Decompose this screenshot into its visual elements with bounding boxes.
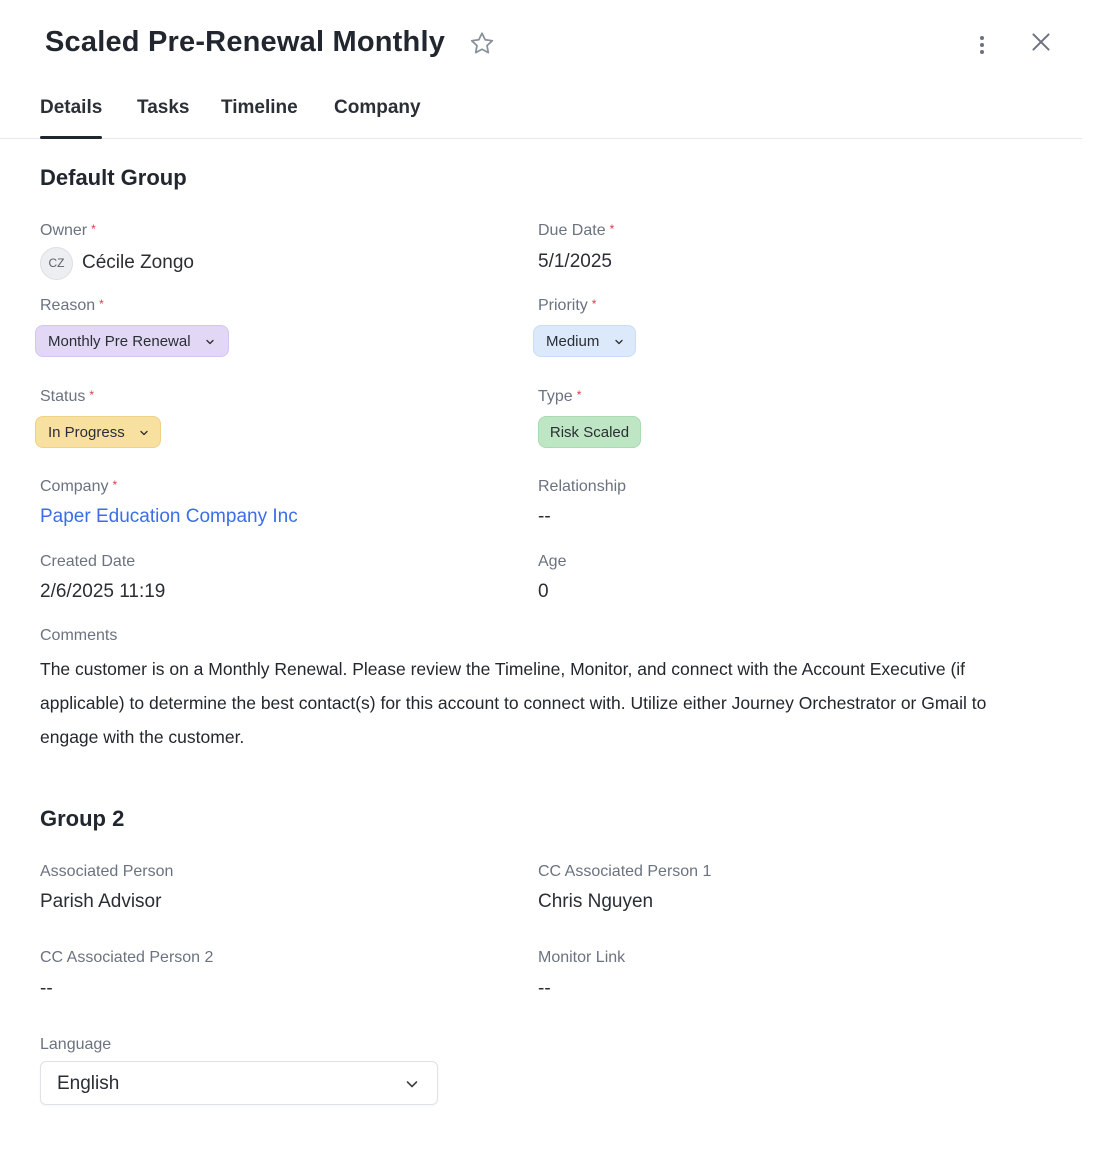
comments-label: Comments [40,627,118,644]
chevron-down-icon [205,337,215,347]
due-date-value[interactable]: 5/1/2025 [538,251,612,272]
page-title: Scaled Pre-Renewal Monthly [45,26,446,58]
close-icon[interactable] [1028,29,1054,55]
language-select[interactable] [40,1061,438,1105]
more-options-icon[interactable] [970,32,994,58]
comments-value[interactable]: The customer is on a Monthly Renewal. Please review the Timeline, Monitor, and connect with the Account Executive (if applicable) to determine the best contact(s) for this account to connect with. Utilize either Journey Orchestrator or Gmail to engage with the customer. [40,659,987,747]
monitor-link-label: Monitor Link [538,949,626,966]
due-date-label: Due Date * [538,222,615,239]
reason-label: Reason * [40,297,104,314]
monitor-link-value[interactable]: -- [538,978,551,999]
company-link[interactable]: Paper Education Company Inc [40,506,298,527]
owner-avatar: CZ [40,247,73,280]
relationship-value[interactable]: -- [538,506,551,527]
age-label: Age [538,553,567,570]
tab-company[interactable]: Company [334,97,421,118]
chevron-down-icon [614,337,624,347]
status-value: In Progress [48,424,125,441]
tab-details[interactable]: Details [40,97,102,139]
reason-value: Monthly Pre Renewal [48,333,191,350]
priority-label: Priority * [538,297,597,314]
owner-label: Owner * [40,222,96,239]
section-title-group-2: Group 2 [40,806,125,831]
type-label: Type * [538,388,582,405]
company-label: Company * [40,478,118,495]
tab-bar [0,88,1082,139]
age-value: 0 [538,581,549,602]
cc-associated-person-1-label: CC Associated Person 1 [538,863,712,880]
tab-tasks[interactable]: Tasks [137,97,190,118]
created-date-label: Created Date [40,553,136,570]
owner-value[interactable]: Cécile Zongo [82,252,194,273]
language-value: English [57,1073,120,1094]
tab-timeline[interactable]: Timeline [221,97,298,118]
reason-dropdown[interactable] [35,325,229,357]
associated-person-label: Associated Person [40,863,174,880]
created-date-value: 2/6/2025 11:19 [40,581,166,602]
panel-header [0,0,1096,90]
cc-associated-person-1-value[interactable]: Chris Nguyen [538,891,654,912]
chevron-down-icon [139,428,149,438]
status-label: Status * [40,388,95,405]
section-title-default-group: Default Group [40,165,187,190]
cc-associated-person-2-label: CC Associated Person 2 [40,949,214,966]
star-icon[interactable] [468,30,496,58]
chevron-down-icon [405,1077,419,1091]
status-dropdown[interactable] [35,416,161,448]
associated-person-value[interactable]: Parish Advisor [40,891,162,912]
cc-associated-person-2-value[interactable]: -- [40,978,53,999]
type-badge: Risk Scaled [538,416,641,448]
priority-dropdown[interactable] [533,325,636,357]
language-label: Language [40,1036,112,1053]
relationship-label: Relationship [538,478,627,495]
priority-value: Medium [546,333,600,350]
